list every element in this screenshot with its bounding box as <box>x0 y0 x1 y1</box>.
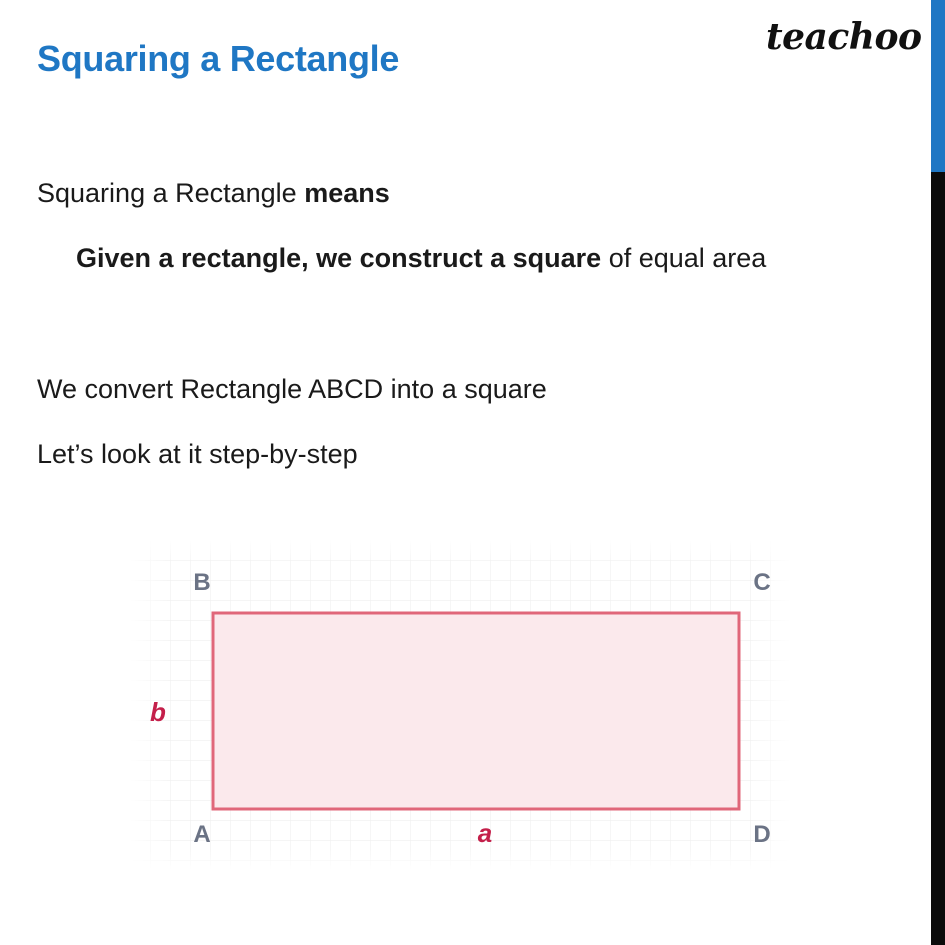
convert-line: We convert Rectangle ABCD into a square <box>37 374 547 404</box>
definition-bold: means <box>304 178 390 208</box>
scrollbar-thumb[interactable] <box>931 0 945 172</box>
rectangle-abcd <box>213 613 739 809</box>
step-line: Let’s look at it step-by-step <box>37 439 358 469</box>
teachoo-logo: teachoo <box>766 16 922 58</box>
definition-line <box>37 176 390 210</box>
side-label-b: b <box>150 697 166 727</box>
vertex-label-d: D <box>753 821 771 848</box>
page-title: Squaring a Rectangle <box>37 38 400 79</box>
side-label-a: a <box>477 818 493 848</box>
definition-text: Squaring a Rectangle <box>37 178 305 208</box>
rectangle-figure <box>130 540 790 870</box>
definition-detail-bold: Given a rectangle, we construct a square <box>76 243 602 273</box>
definition-detail-line <box>76 241 766 275</box>
vertex-label-b: B <box>193 569 211 596</box>
scrollbar[interactable] <box>931 0 945 945</box>
definition-detail-text: of equal area <box>601 243 767 273</box>
vertex-label-c: C <box>753 569 771 596</box>
vertex-label-a: A <box>193 821 211 848</box>
